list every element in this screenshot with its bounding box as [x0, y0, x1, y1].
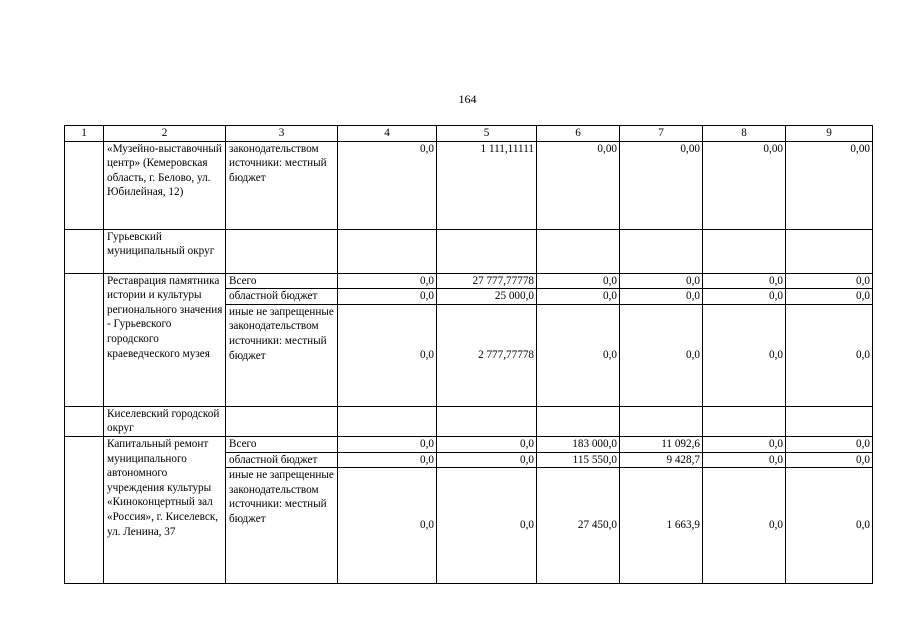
- col-header: 2: [104, 126, 226, 142]
- header-row: [65, 126, 873, 142]
- col-header: 9: [786, 126, 873, 142]
- table-row: [65, 141, 873, 229]
- table-row: [65, 436, 873, 452]
- table-row: [65, 273, 873, 289]
- value-cell: 0,00: [703, 141, 786, 229]
- value-cell: 0,00: [620, 141, 703, 229]
- value-cell: 0,0: [786, 452, 873, 468]
- district-name: Киселевский городской округ: [104, 406, 226, 436]
- value-cell: 0,0: [338, 304, 437, 406]
- value-cell: 0,0: [537, 304, 620, 406]
- district-row: [65, 229, 873, 273]
- district-row: [65, 406, 873, 436]
- value-cell: 2 777,77778: [437, 304, 537, 406]
- value-cell: 1 111,11111: [437, 141, 537, 229]
- value-cell: 25 000,0: [437, 289, 537, 305]
- value-cell: 0,0: [620, 273, 703, 289]
- value-cell: 0,00: [786, 141, 873, 229]
- value-cell: 0,0: [437, 436, 537, 452]
- value-cell: 11 092,6: [620, 436, 703, 452]
- value-cell: 0,0: [786, 273, 873, 289]
- funding-source: иные не запрещенные законодательством источники: местный бюджет: [226, 468, 338, 584]
- index-cell: [65, 436, 104, 583]
- value-cell: 0,0: [338, 273, 437, 289]
- value-cell: 0,0: [786, 289, 873, 305]
- value-cell: 1 663,9: [620, 468, 703, 584]
- object-name: «Музейно-выставочный центр» (Кемеровская область, г. Белово, ул. Юбилейная, 12): [104, 141, 226, 229]
- funding-source: иные не запрещенные законодательством источники: местный бюджет: [226, 304, 338, 406]
- district-name: Гурьевский муниципальный округ: [104, 229, 226, 273]
- index-cell: [65, 406, 104, 436]
- value-cell: 0,0: [338, 436, 437, 452]
- col-header: 8: [703, 126, 786, 142]
- value-cell: 0,0: [338, 468, 437, 584]
- value-cell: 0,0: [703, 436, 786, 452]
- value-cell: 0,0: [703, 289, 786, 305]
- value-cell: 0,0: [437, 468, 537, 584]
- index-cell: [65, 229, 104, 273]
- col-header: 4: [338, 126, 437, 142]
- value-cell: 0,0: [338, 289, 437, 305]
- col-header: 6: [537, 126, 620, 142]
- value-cell: 0,0: [338, 141, 437, 229]
- funding-source: областной бюджет: [226, 289, 338, 305]
- index-cell: [65, 273, 104, 406]
- value-cell: 27 777,77778: [437, 273, 537, 289]
- value-cell: 0,0: [703, 452, 786, 468]
- col-header: 3: [226, 126, 338, 142]
- value-cell: 115 550,0: [537, 452, 620, 468]
- value-cell: 0,0: [437, 452, 537, 468]
- value-cell: 0,0: [537, 289, 620, 305]
- budget-table: [64, 125, 873, 584]
- col-header: 7: [620, 126, 703, 142]
- funding-source: Всего: [226, 273, 338, 289]
- value-cell: 183 000,0: [537, 436, 620, 452]
- value-cell: 0,0: [703, 468, 786, 584]
- funding-source: Всего: [226, 436, 338, 452]
- value-cell: 9 428,7: [620, 452, 703, 468]
- value-cell: 27 450,0: [537, 468, 620, 584]
- value-cell: 0,00: [537, 141, 620, 229]
- value-cell: 0,0: [703, 273, 786, 289]
- value-cell: 0,0: [703, 304, 786, 406]
- index-cell: [65, 141, 104, 229]
- value-cell: 0,0: [620, 304, 703, 406]
- value-cell: 0,0: [786, 436, 873, 452]
- funding-source: законодательством источники: местный бюджет: [226, 141, 338, 229]
- value-cell: 0,0: [786, 304, 873, 406]
- col-header: 1: [65, 126, 104, 142]
- funding-source: областной бюджет: [226, 452, 338, 468]
- value-cell: 0,0: [620, 289, 703, 305]
- object-name: Реставрация памятника истории и культуры регионального значения - Гурьевского городского краеведческого музея: [104, 273, 226, 406]
- col-header: 5: [437, 126, 537, 142]
- value-cell: 0,0: [786, 468, 873, 584]
- page-number: 164: [458, 92, 477, 106]
- object-name: Капитальный ремонт муниципального автономного учреждения культуры «Киноконцертный зал «Россия», г. Киселевск, ул. Ленина, 37: [104, 436, 226, 583]
- value-cell: 0,0: [338, 452, 437, 468]
- value-cell: 0,0: [537, 273, 620, 289]
